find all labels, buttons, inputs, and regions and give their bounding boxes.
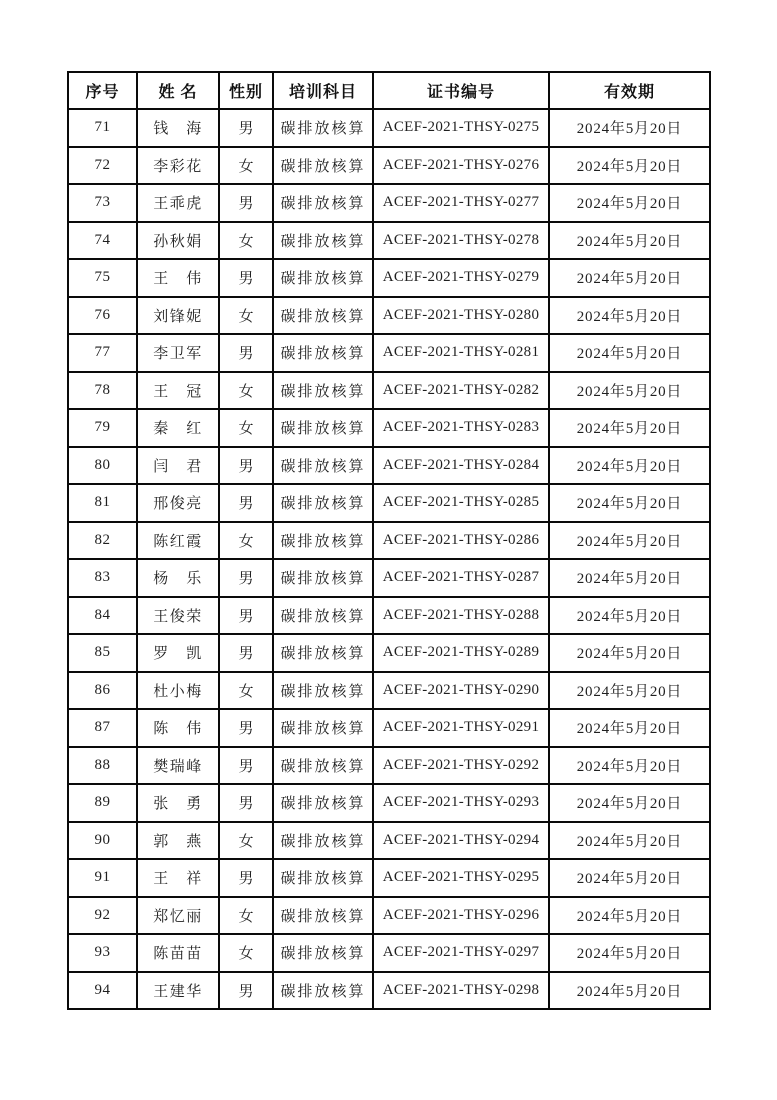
cell-name: 杜小梅 (137, 672, 219, 710)
cell-subject: 碳排放核算 (273, 634, 373, 672)
table-row (68, 597, 710, 635)
cell-validity: 2024年5月20日 (549, 522, 710, 560)
cell-no: 79 (68, 409, 137, 447)
cell-no: 71 (68, 109, 137, 147)
cell-no: 92 (68, 897, 137, 935)
table-row (68, 822, 710, 860)
column-header-validity: 有效期 (549, 72, 710, 109)
cell-cert: ACEF-2021-THSY-0290 (373, 672, 549, 710)
table-row (68, 484, 710, 522)
table-header (68, 72, 710, 109)
cell-cert: ACEF-2021-THSY-0294 (373, 822, 549, 860)
cell-gender: 男 (219, 972, 273, 1010)
cell-name: 樊瑞峰 (137, 747, 219, 785)
cell-validity: 2024年5月20日 (549, 972, 710, 1010)
cell-cert: ACEF-2021-THSY-0297 (373, 934, 549, 972)
cell-cert: ACEF-2021-THSY-0293 (373, 784, 549, 822)
cell-gender: 男 (219, 709, 273, 747)
cell-gender: 男 (219, 859, 273, 897)
table-row (68, 109, 710, 147)
cell-no: 90 (68, 822, 137, 860)
cell-gender: 女 (219, 897, 273, 935)
cell-gender: 男 (219, 559, 273, 597)
cell-cert: ACEF-2021-THSY-0280 (373, 297, 549, 335)
cell-name: 郭 燕 (137, 822, 219, 860)
cell-subject: 碳排放核算 (273, 522, 373, 560)
cell-cert: ACEF-2021-THSY-0279 (373, 259, 549, 297)
table-row (68, 297, 710, 335)
cell-name: 陈 伟 (137, 709, 219, 747)
cell-subject: 碳排放核算 (273, 822, 373, 860)
cell-validity: 2024年5月20日 (549, 259, 710, 297)
cell-gender: 男 (219, 597, 273, 635)
cell-cert: ACEF-2021-THSY-0278 (373, 222, 549, 260)
column-header-gender: 性别 (219, 72, 273, 109)
cell-gender: 男 (219, 334, 273, 372)
table-row (68, 972, 710, 1010)
table-row (68, 222, 710, 260)
cell-no: 89 (68, 784, 137, 822)
cell-name: 闫 君 (137, 447, 219, 485)
table-body (68, 109, 710, 1009)
cell-no: 93 (68, 934, 137, 972)
cell-subject: 碳排放核算 (273, 897, 373, 935)
table-row (68, 559, 710, 597)
cell-validity: 2024年5月20日 (549, 109, 710, 147)
cell-no: 81 (68, 484, 137, 522)
cell-gender: 男 (219, 109, 273, 147)
cell-no: 91 (68, 859, 137, 897)
cell-subject: 碳排放核算 (273, 784, 373, 822)
cell-subject: 碳排放核算 (273, 184, 373, 222)
cell-name: 杨 乐 (137, 559, 219, 597)
cell-validity: 2024年5月20日 (549, 484, 710, 522)
cell-name: 王 伟 (137, 259, 219, 297)
certificate-table-container (67, 71, 711, 1010)
column-header-cert: 证书编号 (373, 72, 549, 109)
cell-gender: 女 (219, 147, 273, 185)
cell-subject: 碳排放核算 (273, 484, 373, 522)
cell-name: 王 祥 (137, 859, 219, 897)
cell-gender: 女 (219, 222, 273, 260)
cell-gender: 男 (219, 747, 273, 785)
cell-gender: 男 (219, 484, 273, 522)
column-header-name: 姓 名 (137, 72, 219, 109)
cell-subject: 碳排放核算 (273, 372, 373, 410)
cell-validity: 2024年5月20日 (549, 184, 710, 222)
cell-no: 80 (68, 447, 137, 485)
cell-gender: 男 (219, 634, 273, 672)
cell-no: 74 (68, 222, 137, 260)
cell-subject: 碳排放核算 (273, 147, 373, 185)
cell-cert: ACEF-2021-THSY-0298 (373, 972, 549, 1010)
cell-subject: 碳排放核算 (273, 297, 373, 335)
cell-subject: 碳排放核算 (273, 222, 373, 260)
table-row (68, 934, 710, 972)
cell-gender: 男 (219, 259, 273, 297)
cell-gender: 女 (219, 522, 273, 560)
cell-name: 李彩花 (137, 147, 219, 185)
cell-no: 78 (68, 372, 137, 410)
cell-name: 邢俊亮 (137, 484, 219, 522)
cell-subject: 碳排放核算 (273, 597, 373, 635)
cell-name: 秦 红 (137, 409, 219, 447)
cell-subject: 碳排放核算 (273, 972, 373, 1010)
cell-validity: 2024年5月20日 (549, 447, 710, 485)
cell-validity: 2024年5月20日 (549, 859, 710, 897)
cell-validity: 2024年5月20日 (549, 747, 710, 785)
cell-gender: 男 (219, 447, 273, 485)
cell-validity: 2024年5月20日 (549, 222, 710, 260)
cell-no: 94 (68, 972, 137, 1010)
column-header-subject: 培训科目 (273, 72, 373, 109)
cell-validity: 2024年5月20日 (549, 147, 710, 185)
cell-cert: ACEF-2021-THSY-0292 (373, 747, 549, 785)
cell-validity: 2024年5月20日 (549, 822, 710, 860)
cell-gender: 男 (219, 784, 273, 822)
cell-subject: 碳排放核算 (273, 409, 373, 447)
cell-cert: ACEF-2021-THSY-0282 (373, 372, 549, 410)
cell-no: 75 (68, 259, 137, 297)
cell-subject: 碳排放核算 (273, 447, 373, 485)
cell-cert: ACEF-2021-THSY-0285 (373, 484, 549, 522)
cell-validity: 2024年5月20日 (549, 634, 710, 672)
table-row (68, 334, 710, 372)
cell-gender: 女 (219, 372, 273, 410)
table-row (68, 709, 710, 747)
cell-cert: ACEF-2021-THSY-0284 (373, 447, 549, 485)
table-row (68, 147, 710, 185)
cell-gender: 女 (219, 409, 273, 447)
cell-subject: 碳排放核算 (273, 859, 373, 897)
table-row (68, 259, 710, 297)
cell-cert: ACEF-2021-THSY-0286 (373, 522, 549, 560)
table-row (68, 522, 710, 560)
cell-cert: ACEF-2021-THSY-0291 (373, 709, 549, 747)
cell-cert: ACEF-2021-THSY-0281 (373, 334, 549, 372)
cell-validity: 2024年5月20日 (549, 597, 710, 635)
table-row (68, 634, 710, 672)
table-row (68, 372, 710, 410)
cell-cert: ACEF-2021-THSY-0288 (373, 597, 549, 635)
table-row (68, 447, 710, 485)
table-row (68, 672, 710, 710)
table-row (68, 747, 710, 785)
cell-subject: 碳排放核算 (273, 934, 373, 972)
cell-gender: 女 (219, 822, 273, 860)
cell-subject: 碳排放核算 (273, 109, 373, 147)
cell-name: 陈苗苗 (137, 934, 219, 972)
cell-validity: 2024年5月20日 (549, 297, 710, 335)
cell-name: 王 冠 (137, 372, 219, 410)
cell-subject: 碳排放核算 (273, 709, 373, 747)
cell-gender: 女 (219, 672, 273, 710)
cell-name: 李卫军 (137, 334, 219, 372)
cell-subject: 碳排放核算 (273, 559, 373, 597)
table-row (68, 897, 710, 935)
cell-name: 陈红霞 (137, 522, 219, 560)
cell-subject: 碳排放核算 (273, 259, 373, 297)
cell-name: 王乖虎 (137, 184, 219, 222)
cell-cert: ACEF-2021-THSY-0277 (373, 184, 549, 222)
cell-no: 76 (68, 297, 137, 335)
cell-subject: 碳排放核算 (273, 672, 373, 710)
cell-name: 王俊荣 (137, 597, 219, 635)
cell-validity: 2024年5月20日 (549, 372, 710, 410)
cell-validity: 2024年5月20日 (549, 334, 710, 372)
cell-cert: ACEF-2021-THSY-0276 (373, 147, 549, 185)
cell-gender: 女 (219, 297, 273, 335)
cell-cert: ACEF-2021-THSY-0295 (373, 859, 549, 897)
cell-validity: 2024年5月20日 (549, 672, 710, 710)
cell-no: 72 (68, 147, 137, 185)
cell-cert: ACEF-2021-THSY-0287 (373, 559, 549, 597)
cell-subject: 碳排放核算 (273, 747, 373, 785)
table-row (68, 184, 710, 222)
cell-no: 86 (68, 672, 137, 710)
cell-name: 刘锋妮 (137, 297, 219, 335)
cell-validity: 2024年5月20日 (549, 559, 710, 597)
table-row (68, 409, 710, 447)
cell-no: 83 (68, 559, 137, 597)
cell-cert: ACEF-2021-THSY-0296 (373, 897, 549, 935)
cell-validity: 2024年5月20日 (549, 897, 710, 935)
cell-name: 孙秋娟 (137, 222, 219, 260)
cell-no: 84 (68, 597, 137, 635)
cell-no: 73 (68, 184, 137, 222)
certificate-table (67, 71, 711, 1010)
cell-validity: 2024年5月20日 (549, 409, 710, 447)
table-row (68, 784, 710, 822)
cell-no: 85 (68, 634, 137, 672)
cell-name: 王建华 (137, 972, 219, 1010)
cell-name: 罗 凯 (137, 634, 219, 672)
cell-cert: ACEF-2021-THSY-0289 (373, 634, 549, 672)
cell-no: 87 (68, 709, 137, 747)
cell-name: 郑忆丽 (137, 897, 219, 935)
column-header-no: 序号 (68, 72, 137, 109)
cell-cert: ACEF-2021-THSY-0275 (373, 109, 549, 147)
cell-subject: 碳排放核算 (273, 334, 373, 372)
cell-validity: 2024年5月20日 (549, 784, 710, 822)
header-row (68, 72, 710, 109)
table-row (68, 859, 710, 897)
cell-no: 77 (68, 334, 137, 372)
cell-gender: 女 (219, 934, 273, 972)
cell-name: 张 勇 (137, 784, 219, 822)
cell-no: 88 (68, 747, 137, 785)
cell-name: 钱 海 (137, 109, 219, 147)
cell-cert: ACEF-2021-THSY-0283 (373, 409, 549, 447)
cell-validity: 2024年5月20日 (549, 709, 710, 747)
cell-gender: 男 (219, 184, 273, 222)
cell-validity: 2024年5月20日 (549, 934, 710, 972)
cell-no: 82 (68, 522, 137, 560)
